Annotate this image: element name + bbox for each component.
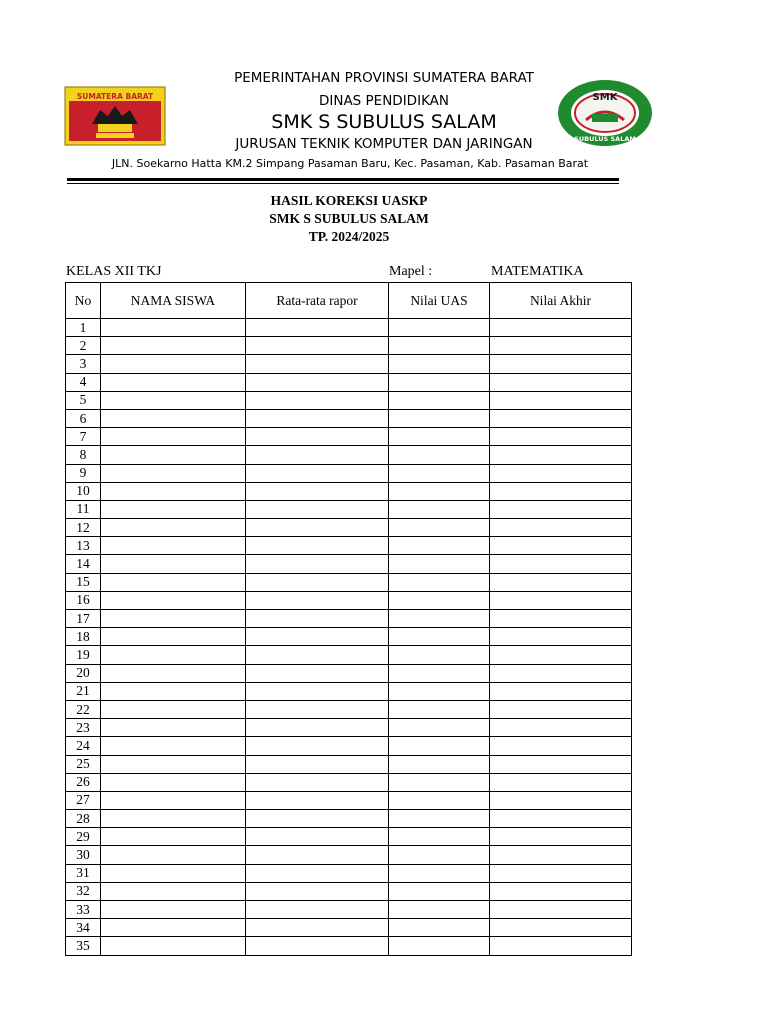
cell-row-number: 11 (66, 500, 101, 518)
cell-exam-score[interactable] (389, 428, 490, 446)
cell-row-number: 16 (66, 591, 101, 609)
column-header-student-name: NAMA SISWA (101, 283, 246, 319)
column-header-final-score: Nilai Akhir (490, 283, 632, 319)
cell-student-name[interactable] (101, 719, 246, 737)
cell-final-score[interactable] (490, 664, 632, 682)
cell-row-number: 1 (66, 319, 101, 337)
cell-row-number: 9 (66, 464, 101, 482)
cell-exam-score[interactable] (389, 409, 490, 427)
cell-report-average[interactable] (246, 482, 389, 500)
cell-student-name[interactable] (101, 846, 246, 864)
cell-final-score[interactable] (490, 864, 632, 882)
cell-report-average[interactable] (246, 882, 389, 900)
table-row (66, 791, 632, 809)
table-row (66, 446, 632, 464)
cell-row-number: 17 (66, 610, 101, 628)
cell-exam-score[interactable] (389, 700, 490, 718)
cell-report-average[interactable] (246, 737, 389, 755)
header-government: PEMERINTAHAN PROVINSI SUMATERA BARAT (234, 70, 534, 86)
cell-final-score[interactable] (490, 828, 632, 846)
cell-row-number: 33 (66, 901, 101, 919)
cell-final-score[interactable] (490, 646, 632, 664)
cell-report-average[interactable] (246, 464, 389, 482)
cell-student-name[interactable] (101, 373, 246, 391)
table-row (66, 319, 632, 337)
cell-student-name[interactable] (101, 664, 246, 682)
logo-left-label: SUMATERA BARAT (76, 92, 154, 101)
cell-final-score[interactable] (490, 482, 632, 500)
cell-exam-score[interactable] (389, 373, 490, 391)
cell-final-score[interactable] (490, 755, 632, 773)
cell-report-average[interactable] (246, 555, 389, 573)
cell-final-score[interactable] (490, 610, 632, 628)
cell-report-average[interactable] (246, 773, 389, 791)
cell-exam-score[interactable] (389, 555, 490, 573)
cell-student-name[interactable] (101, 573, 246, 591)
cell-student-name[interactable] (101, 591, 246, 609)
cell-final-score[interactable] (490, 737, 632, 755)
cell-final-score[interactable] (490, 428, 632, 446)
cell-exam-score[interactable] (389, 919, 490, 937)
cell-row-number: 31 (66, 864, 101, 882)
cell-final-score[interactable] (490, 519, 632, 537)
cell-row-number: 29 (66, 828, 101, 846)
cell-report-average[interactable] (246, 664, 389, 682)
cell-final-score[interactable] (490, 391, 632, 409)
table-row (66, 882, 632, 900)
cell-final-score[interactable] (490, 337, 632, 355)
cell-row-number: 7 (66, 428, 101, 446)
cell-report-average[interactable] (246, 700, 389, 718)
header-department: JURUSAN TEKNIK KOMPUTER DAN JARINGAN (235, 136, 533, 152)
cell-report-average[interactable] (246, 646, 389, 664)
header-school-name: SMK S SUBULUS SALAM (271, 111, 497, 133)
table-row (66, 610, 632, 628)
table-row (66, 628, 632, 646)
table-header-row (66, 283, 632, 319)
cell-final-score[interactable] (490, 319, 632, 337)
column-header-exam-score: Nilai UAS (389, 283, 490, 319)
document-subtitle: SMK S SUBULUS SALAM (269, 211, 429, 226)
cell-report-average[interactable] (246, 682, 389, 700)
cell-row-number: 24 (66, 737, 101, 755)
cell-student-name[interactable] (101, 700, 246, 718)
cell-row-number: 23 (66, 719, 101, 737)
cell-final-score[interactable] (490, 409, 632, 427)
cell-report-average[interactable] (246, 373, 389, 391)
cell-student-name[interactable] (101, 319, 246, 337)
cell-final-score[interactable] (490, 773, 632, 791)
cell-report-average[interactable] (246, 428, 389, 446)
table-row (66, 846, 632, 864)
table-row (66, 373, 632, 391)
cell-report-average[interactable] (246, 919, 389, 937)
cell-report-average[interactable] (246, 409, 389, 427)
cell-final-score[interactable] (490, 919, 632, 937)
cell-student-name[interactable] (101, 519, 246, 537)
cell-student-name[interactable] (101, 828, 246, 846)
cell-exam-score[interactable] (389, 864, 490, 882)
cell-student-name[interactable] (101, 791, 246, 809)
cell-student-name[interactable] (101, 446, 246, 464)
subject-value: MATEMATIKA (491, 264, 584, 279)
cell-exam-score[interactable] (389, 319, 490, 337)
table-row (66, 482, 632, 500)
cell-row-number: 18 (66, 628, 101, 646)
cell-row-number: 12 (66, 519, 101, 537)
cell-row-number: 5 (66, 391, 101, 409)
cell-row-number: 32 (66, 882, 101, 900)
cell-final-score[interactable] (490, 882, 632, 900)
cell-final-score[interactable] (490, 810, 632, 828)
cell-report-average[interactable] (246, 628, 389, 646)
cell-student-name[interactable] (101, 409, 246, 427)
cell-student-name[interactable] (101, 901, 246, 919)
document-title: HASIL KOREKSI UASKP (270, 193, 428, 208)
cell-final-score[interactable] (490, 719, 632, 737)
cell-row-number: 35 (66, 937, 101, 955)
cell-final-score[interactable] (490, 537, 632, 555)
cell-final-score[interactable] (490, 791, 632, 809)
header-agency: DINAS PENDIDIKAN (318, 93, 450, 109)
cell-final-score[interactable] (490, 901, 632, 919)
table-row (66, 937, 632, 955)
cell-student-name[interactable] (101, 428, 246, 446)
cell-exam-score[interactable] (389, 846, 490, 864)
table-row (66, 428, 632, 446)
cell-row-number: 26 (66, 773, 101, 791)
cell-student-name[interactable] (101, 773, 246, 791)
cell-student-name[interactable] (101, 555, 246, 573)
cell-report-average[interactable] (246, 573, 389, 591)
cell-row-number: 22 (66, 700, 101, 718)
cell-final-score[interactable] (490, 628, 632, 646)
cell-report-average[interactable] (246, 719, 389, 737)
cell-row-number: 20 (66, 664, 101, 682)
cell-exam-score[interactable] (389, 937, 490, 955)
cell-report-average[interactable] (246, 537, 389, 555)
cell-exam-score[interactable] (389, 355, 490, 373)
cell-row-number: 30 (66, 846, 101, 864)
table-row (66, 737, 632, 755)
table-row (66, 755, 632, 773)
column-header-report-average: Rata-rata rapor (246, 283, 389, 319)
cell-report-average[interactable] (246, 791, 389, 809)
cell-row-number: 8 (66, 446, 101, 464)
cell-exam-score[interactable] (389, 901, 490, 919)
cell-student-name[interactable] (101, 864, 246, 882)
cell-student-name[interactable] (101, 646, 246, 664)
table-row (66, 519, 632, 537)
cell-row-number: 6 (66, 409, 101, 427)
logo-right-label: SMK (592, 92, 618, 103)
cell-exam-score[interactable] (389, 500, 490, 518)
table-row (66, 810, 632, 828)
header-divider-thin (67, 183, 619, 184)
cell-report-average[interactable] (246, 864, 389, 882)
table-row (66, 700, 632, 718)
cell-final-score[interactable] (490, 937, 632, 955)
cell-final-score[interactable] (490, 446, 632, 464)
table-row (66, 591, 632, 609)
cell-report-average[interactable] (246, 810, 389, 828)
cell-row-number: 3 (66, 355, 101, 373)
cell-final-score[interactable] (490, 355, 632, 373)
cell-exam-score[interactable] (389, 482, 490, 500)
table-row (66, 537, 632, 555)
cell-report-average[interactable] (246, 846, 389, 864)
cell-report-average[interactable] (246, 391, 389, 409)
cell-student-name[interactable] (101, 337, 246, 355)
cell-exam-score[interactable] (389, 810, 490, 828)
cell-row-number: 25 (66, 755, 101, 773)
table-row (66, 337, 632, 355)
cell-report-average[interactable] (246, 755, 389, 773)
cell-student-name[interactable] (101, 737, 246, 755)
cell-student-name[interactable] (101, 500, 246, 518)
table-row (66, 682, 632, 700)
cell-report-average[interactable] (246, 828, 389, 846)
cell-report-average[interactable] (246, 519, 389, 537)
cell-row-number: 15 (66, 573, 101, 591)
header-address: JLN. Soekarno Hatta KM.2 Simpang Pasaman Baru, Kec. Pasaman, Kab. Pasaman Barat (111, 157, 589, 170)
table-row (66, 719, 632, 737)
cell-report-average[interactable] (246, 500, 389, 518)
table-row (66, 409, 632, 427)
cell-final-score[interactable] (490, 573, 632, 591)
cell-student-name[interactable] (101, 882, 246, 900)
cell-exam-score[interactable] (389, 646, 490, 664)
logo-right-ring-label: SUBULUS SALAM (574, 135, 636, 143)
table-row (66, 555, 632, 573)
cell-row-number: 34 (66, 919, 101, 937)
cell-exam-score[interactable] (389, 628, 490, 646)
cell-exam-score[interactable] (389, 573, 490, 591)
cell-exam-score[interactable] (389, 464, 490, 482)
cell-final-score[interactable] (490, 500, 632, 518)
cell-row-number: 19 (66, 646, 101, 664)
column-header-no: No (66, 283, 101, 319)
cell-exam-score[interactable] (389, 591, 490, 609)
table-row (66, 901, 632, 919)
cell-report-average[interactable] (246, 937, 389, 955)
cell-student-name[interactable] (101, 919, 246, 937)
cell-student-name[interactable] (101, 391, 246, 409)
cell-report-average[interactable] (246, 319, 389, 337)
cell-student-name[interactable] (101, 628, 246, 646)
class-label: KELAS XII TKJ (66, 264, 162, 279)
cell-report-average[interactable] (246, 591, 389, 609)
cell-row-number: 10 (66, 482, 101, 500)
cell-exam-score[interactable] (389, 337, 490, 355)
table-row (66, 919, 632, 937)
cell-exam-score[interactable] (389, 828, 490, 846)
cell-student-name[interactable] (101, 682, 246, 700)
table-row (66, 464, 632, 482)
document-period: TP. 2024/2025 (308, 229, 390, 244)
cell-student-name[interactable] (101, 755, 246, 773)
cell-exam-score[interactable] (389, 446, 490, 464)
cell-final-score[interactable] (490, 373, 632, 391)
cell-student-name[interactable] (101, 937, 246, 955)
cell-row-number: 21 (66, 682, 101, 700)
table-row (66, 391, 632, 409)
cell-final-score[interactable] (490, 464, 632, 482)
table-row (66, 500, 632, 518)
cell-exam-score[interactable] (389, 791, 490, 809)
cell-final-score[interactable] (490, 682, 632, 700)
cell-final-score[interactable] (490, 555, 632, 573)
header-divider (67, 178, 619, 181)
grades-table (65, 282, 632, 956)
cell-student-name[interactable] (101, 537, 246, 555)
table-row (66, 646, 632, 664)
cell-exam-score[interactable] (389, 682, 490, 700)
cell-report-average[interactable] (246, 610, 389, 628)
cell-report-average[interactable] (246, 355, 389, 373)
cell-exam-score[interactable] (389, 519, 490, 537)
cell-row-number: 13 (66, 537, 101, 555)
cell-exam-score[interactable] (389, 755, 490, 773)
cell-exam-score[interactable] (389, 773, 490, 791)
subject-label: Mapel : (389, 264, 433, 279)
cell-final-score[interactable] (490, 700, 632, 718)
cell-exam-score[interactable] (389, 537, 490, 555)
table-row (66, 773, 632, 791)
cell-row-number: 2 (66, 337, 101, 355)
cell-report-average[interactable] (246, 901, 389, 919)
table-row (66, 828, 632, 846)
cell-exam-score[interactable] (389, 719, 490, 737)
cell-row-number: 4 (66, 373, 101, 391)
cell-student-name[interactable] (101, 355, 246, 373)
cell-row-number: 27 (66, 791, 101, 809)
cell-row-number: 14 (66, 555, 101, 573)
table-row (66, 573, 632, 591)
cell-exam-score[interactable] (389, 882, 490, 900)
cell-exam-score[interactable] (389, 610, 490, 628)
cell-exam-score[interactable] (389, 664, 490, 682)
cell-report-average[interactable] (246, 337, 389, 355)
cell-exam-score[interactable] (389, 391, 490, 409)
cell-student-name[interactable] (101, 482, 246, 500)
cell-row-number: 28 (66, 810, 101, 828)
cell-student-name[interactable] (101, 464, 246, 482)
cell-report-average[interactable] (246, 446, 389, 464)
table-row (66, 864, 632, 882)
cell-student-name[interactable] (101, 610, 246, 628)
cell-final-score[interactable] (490, 846, 632, 864)
cell-final-score[interactable] (490, 591, 632, 609)
cell-student-name[interactable] (101, 810, 246, 828)
table-row (66, 355, 632, 373)
table-row (66, 664, 632, 682)
cell-exam-score[interactable] (389, 737, 490, 755)
